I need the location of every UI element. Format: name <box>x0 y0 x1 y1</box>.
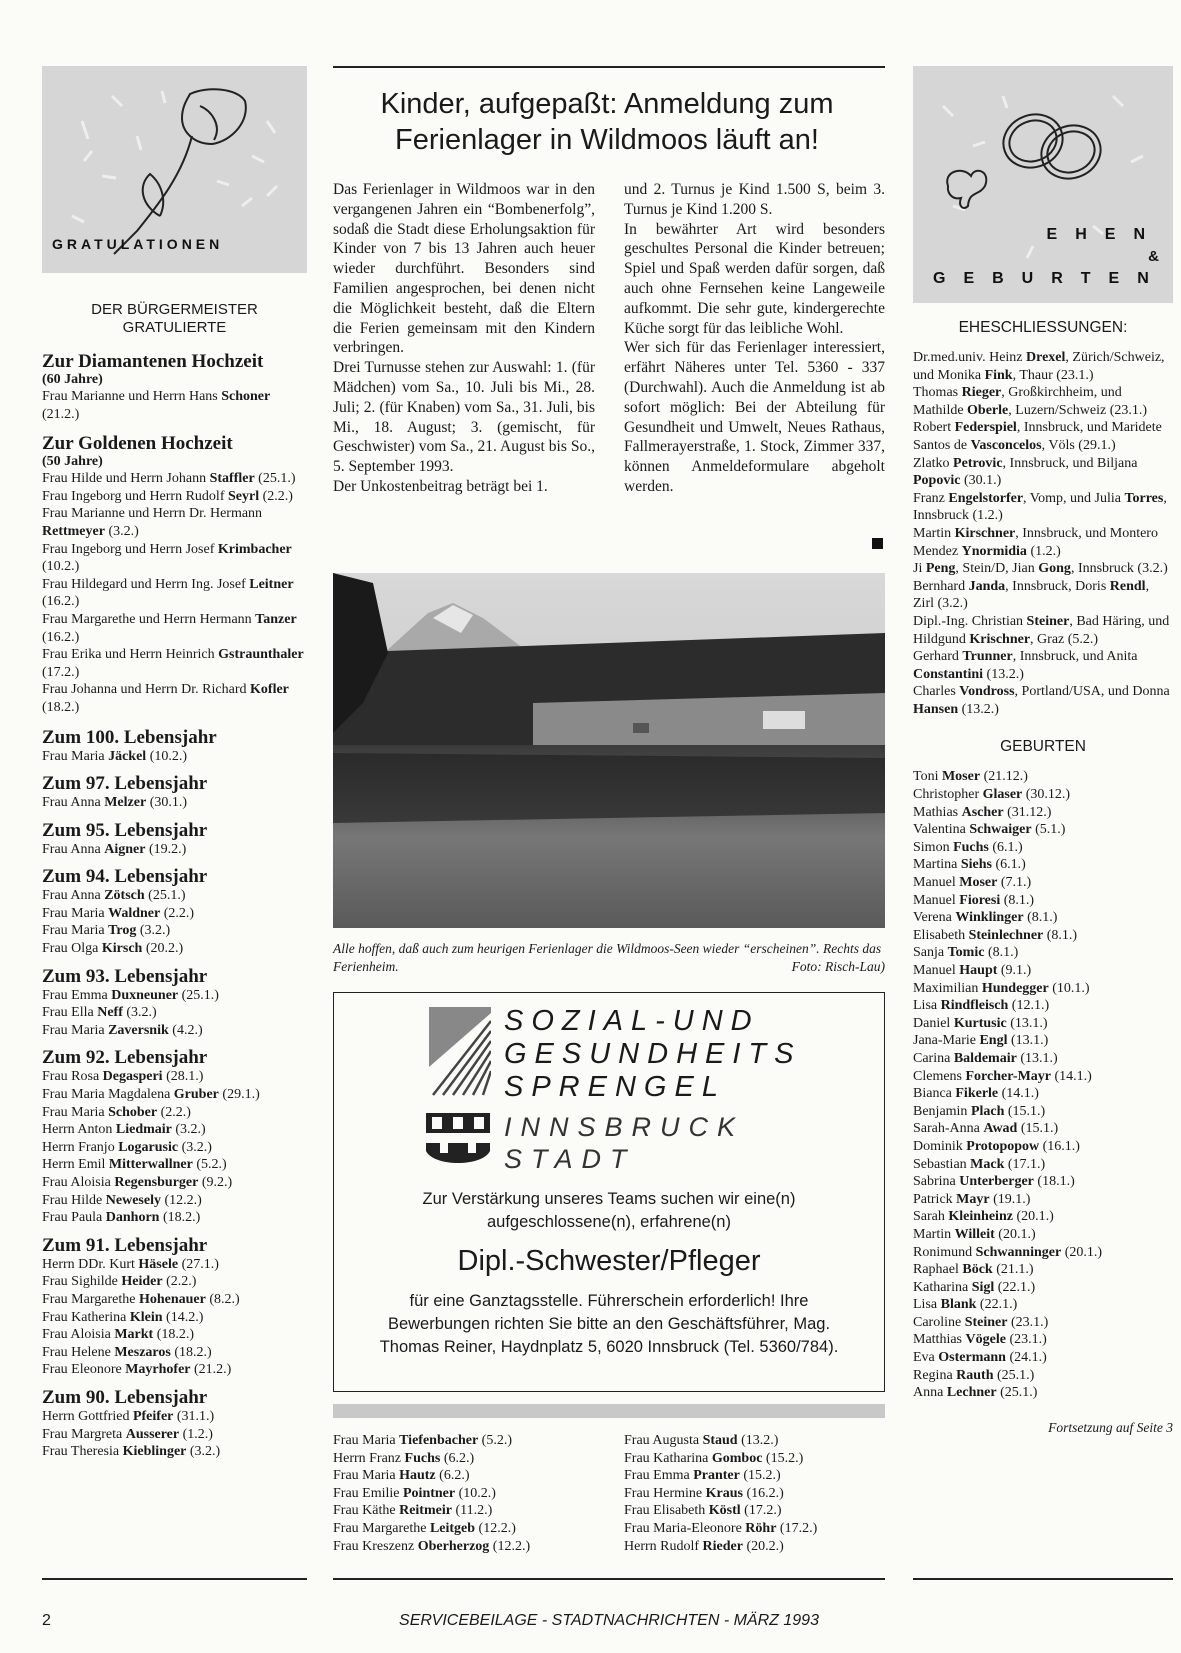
surname: Awad <box>983 1121 1018 1137</box>
surname: Reitmeir <box>399 1503 452 1519</box>
surname: Rieder <box>702 1538 743 1554</box>
surname: Seyrl <box>228 488 260 504</box>
surname: Rendl <box>1109 578 1146 594</box>
city-line-1: INNSBRUCK <box>504 1112 745 1142</box>
surname: Oberle <box>967 402 1009 418</box>
surname: Zaversnik <box>108 1022 169 1038</box>
footer-rule-right <box>913 1578 1173 1580</box>
surname: Mayr <box>956 1191 990 1207</box>
gratulationen-panel <box>42 66 307 273</box>
birth-entry: Patrick Mayr (19.1.) <box>913 1191 1031 1207</box>
surname: Kirschner <box>954 525 1016 541</box>
birth-entry: Raphael Böck (21.1.) <box>913 1262 1034 1278</box>
surname: Leitgeb <box>429 1520 476 1536</box>
surname: Aigner <box>104 841 146 857</box>
surname: Popovic <box>913 473 961 489</box>
surname: Schoner <box>221 389 271 404</box>
surname: Ostermann <box>938 1350 1006 1366</box>
continued-note: Fortsetzung auf Seite 3 <box>1048 1419 1173 1435</box>
gratulation-section <box>42 433 307 716</box>
gratulation-entry: Frau Maria Zaversnik (4.2.) <box>42 1022 203 1038</box>
surname: Mack <box>970 1156 1005 1172</box>
marriage-entry: Zlatko Petrovic, Innsbruck, und Biljana Popovic (30.1.) <box>913 455 1138 489</box>
surname: Plach <box>970 1103 1005 1119</box>
gratulationen-title: GRATULATIONEN <box>52 236 224 252</box>
surname: Forcher-Mayr <box>965 1068 1052 1084</box>
birth-entry: Dominik Protopopow (16.1.) <box>913 1138 1080 1154</box>
birth-entry: Toni Moser (21.12.) <box>913 769 1028 785</box>
article-column-2: und 2. Turnus je Kind 1.500 S, beim 3. Turnus je Kind 1.200 S. In bewährter Art wird besonders geschultes Personal die Kinder betreuen; Spiel und Spaß werden dafür sorgen, daß auch ohne Fernsehen keine Langeweile aufkommt. Die sehr gute, kindergerechte Küche sorgt für das leibliche Wohl. Wer sich für das Ferienlager interessiert, erfährt Näheres unter Tel. 5360 - 337 (Durchwahl). Auch die Anmeldung ist ab sofort möglich: Bei der Abteilung für Gesundheit und Umwelt, Neues Rathaus, Fallmerayerstraße, 1. Stock, Zimmer 337, können Anmeldeformulare abgeholt werden. <box>624 181 885 495</box>
wedding-rings-icon <box>913 66 1173 303</box>
birth-entry: Jana-Marie Engl (13.1.) <box>913 1033 1049 1049</box>
surname: Röhr <box>745 1520 777 1536</box>
surname: Willeit <box>954 1226 995 1242</box>
birth-entry: Katharina Sigl (22.1.) <box>913 1279 1036 1295</box>
gratulation-entry: Frau Maria-Eleonore Röhr (17.2.) <box>624 1520 818 1536</box>
gratulation-entry: Frau Anna Aigner (19.2.) <box>42 841 187 857</box>
surname: Constantini <box>913 666 984 682</box>
birth-entry: Maximilian Hundegger (10.1.) <box>913 980 1090 996</box>
birth-entry: Benjamin Plach (15.1.) <box>913 1103 1046 1119</box>
surname: Steiner <box>964 1314 1008 1330</box>
marriage-entry: Robert Federspiel, Innsbruck, und Maridete Santos de Vasconcelos, Völs (29.1.) <box>913 420 1162 453</box>
surname: Trog <box>108 923 137 939</box>
surname: Mitterwallner <box>108 1157 193 1173</box>
ad-intro: Zur Verstärkung unseres Teams suchen wir eine(n) aufgeschlossene(n), erfahrene(n) <box>422 1190 796 1231</box>
birth-entry: Martina Siehs (6.1.) <box>913 857 1026 873</box>
surname: Rieger <box>961 385 1002 401</box>
logo-line-2: GESUNDHEITS <box>504 1038 802 1070</box>
surname: Drexel <box>1026 350 1066 365</box>
births-heading: GEBURTEN <box>1000 738 1086 756</box>
bottom-list-1 <box>333 1432 618 1555</box>
surname: Moser <box>941 769 981 785</box>
ampersand: & <box>1148 248 1163 265</box>
surname: Liedmair <box>115 1122 172 1138</box>
surname: Ascher <box>961 804 1004 820</box>
gratulation-entry: Frau Maria Jäckel (10.2.) <box>42 748 188 764</box>
surname: Fioresi <box>959 892 1001 908</box>
surname: Vögele <box>965 1332 1006 1348</box>
section-title: Zur Goldenen Hochzeit <box>42 433 233 455</box>
surname: Hautz <box>399 1468 436 1484</box>
birth-entry: Manuel Moser (7.1.) <box>913 875 1032 891</box>
surname: Steiner <box>1026 613 1070 629</box>
gratulation-entry: Frau Katharina Gomboc (15.2.) <box>624 1450 804 1466</box>
logo-line-3: SPRENGEL <box>504 1071 726 1103</box>
birth-entry: Matthias Vögele (23.1.) <box>913 1332 1047 1348</box>
surname: Regensburger <box>114 1175 199 1190</box>
surname: Fuchs <box>404 1450 441 1466</box>
job-advertisement <box>333 992 885 1392</box>
surname: Mayrhofer <box>125 1362 191 1378</box>
gratulation-entry: Frau Maria Magdalena Gruber (29.1.) <box>42 1087 260 1103</box>
gratulation-entry: Frau Emilie Pointner (10.2.) <box>333 1485 496 1501</box>
surname: Leitner <box>249 576 294 592</box>
surname: Newesely <box>105 1192 161 1208</box>
birth-entry: Anna Lechner (25.1.) <box>913 1385 1038 1401</box>
surname: Haupt <box>959 963 998 978</box>
gratulation-entry: Frau Anna Zötsch (25.1.) <box>42 888 186 904</box>
surname: Trunner <box>962 649 1013 665</box>
surname: Meszaros <box>114 1344 171 1360</box>
birth-entry: Verena Winklinger (8.1.) <box>913 910 1058 926</box>
surname: Kraus <box>705 1485 743 1501</box>
photo-credit: Foto: Risch-Lau) <box>791 959 885 974</box>
gratulation-entry: Herrn Franjo Logarusic (3.2.) <box>42 1139 212 1155</box>
surname: Schober <box>108 1104 158 1120</box>
surname: Siehs <box>960 857 992 873</box>
surname: Winklinger <box>955 910 1024 926</box>
surname: Federspiel <box>954 420 1017 436</box>
marriages-list <box>913 349 1173 718</box>
birth-entry: Bianca Fikerle (14.1.) <box>913 1086 1039 1102</box>
surname: Pranter <box>693 1468 740 1484</box>
surname: Steinlechner <box>968 927 1044 943</box>
gratulation-entry: Frau Katherina Klein (14.2.) <box>42 1309 204 1325</box>
marriage-entry: Bernhard Janda, Innsbruck, Doris Rendl, Zirl (3.2.) <box>913 578 1150 612</box>
surname: Fuchs <box>953 839 989 855</box>
surname: Rindfleisch <box>940 998 1009 1014</box>
surname: Glaser <box>982 787 1023 803</box>
footer-title: SERVICEBEILAGE - STADTNACHRICHTEN - MÄRZ 1993 <box>399 1612 819 1629</box>
gratulation-entry: Frau Anna Melzer (30.1.) <box>42 795 188 811</box>
section-title: Zur Diamantenen Hochzeit <box>42 351 264 372</box>
gratulation-entry: Herrn Anton Liedmair (3.2.) <box>42 1122 206 1138</box>
surname: Heider <box>121 1274 163 1290</box>
surname: Fink <box>984 367 1013 383</box>
sprengel-logo-icon <box>429 1007 491 1097</box>
surname: Unterberger <box>959 1174 1034 1190</box>
ad-position: Dipl.-Schwester/Pfleger <box>457 1245 761 1277</box>
city-line-2: STADT <box>504 1144 636 1174</box>
birth-entry: Lisa Blank (22.1.) <box>913 1297 1018 1313</box>
gratulation-entry: Frau Ingeborg und Herrn Rudolf Seyrl (2.2.) <box>42 488 293 504</box>
bottom-list-2 <box>624 1432 885 1555</box>
surname: Kurtusic <box>953 1015 1007 1031</box>
surname: Köstl <box>708 1503 741 1519</box>
surname: Janda <box>968 578 1006 594</box>
surname: Danhorn <box>105 1210 160 1226</box>
gratulation-entry: Frau Erika und Herrn Heinrich Gstraunthaler (17.2.) <box>42 647 304 680</box>
surname: Neff <box>97 1005 123 1021</box>
surname: Rauth <box>956 1367 994 1383</box>
gratulation-section <box>42 966 307 1040</box>
surname: Staud <box>702 1433 738 1448</box>
surname: Häsele <box>138 1256 179 1272</box>
gratulation-entry: Frau Helene Meszaros (18.2.) <box>42 1344 212 1360</box>
surname: Sigl <box>971 1279 995 1295</box>
ad-details: für eine Ganztagsstelle. Führerschein erforderlich! Ihre Bewerbungen richten Sie bitte an den Geschäftsführer, Mag. Thomas Reiner, Haydnplatz 5, 6020 Innsbruck (Tel. 5360/784). <box>379 1292 839 1356</box>
birth-entry: Clemens Forcher-Mayr (14.1.) <box>913 1068 1092 1084</box>
gratulation-entry: Frau Johanna und Herrn Dr. Richard Kofler (18.2.) <box>42 682 289 715</box>
gratulation-entry: Frau Margarethe und Herrn Hermann Tanzer (16.2.) <box>42 611 297 645</box>
surname: Petrovic <box>953 455 1003 471</box>
surname: Moser <box>959 875 998 891</box>
gratulation-entry: Frau Maria Waldner (2.2.) <box>42 905 195 921</box>
marriage-entry: Charles Vondross, Portland/USA, und Donna Hansen (13.2.) <box>913 684 1170 717</box>
gratulation-entry: Frau Maria Schober (2.2.) <box>42 1104 191 1120</box>
section-subtitle: (50 Jahre) <box>42 454 103 470</box>
section-subtitle: (60 Jahre) <box>42 372 103 387</box>
gratulation-entry: Frau Elisabeth Köstl (17.2.) <box>624 1503 782 1519</box>
surname: Kirsch <box>101 941 143 957</box>
surname: Baldemair <box>953 1050 1017 1066</box>
gratulation-entry: Frau Maria Trog (3.2.) <box>42 923 171 939</box>
gratulation-entry: Frau Kreszenz Oberherzog (12.2.) <box>333 1538 531 1554</box>
section-title: Zum 90. Lebensjahr <box>42 1386 208 1408</box>
section-title: Zum 100. Lebensjahr <box>42 726 217 748</box>
article-headline: Kinder, aufgepaßt: Anmeldung zum Ferienlager in Wildmoos läuft an! <box>380 88 834 156</box>
gratulation-section <box>42 351 307 423</box>
innsbruck-coat-of-arms-icon <box>426 1113 490 1167</box>
section-title: Zum 94. Lebensjahr <box>42 866 208 888</box>
surname: Markt <box>114 1327 154 1343</box>
gratulation-entry: Herrn Franz Fuchs (6.2.) <box>333 1450 475 1466</box>
surname: Waldner <box>108 905 161 921</box>
gratulation-entry: Frau Eleonore Mayrhofer (21.2.) <box>42 1362 232 1378</box>
surname: Kofler <box>250 682 289 698</box>
surname: Oberherzog <box>417 1538 490 1554</box>
surname: Kieblinger <box>122 1444 187 1460</box>
surname: Zötsch <box>104 888 145 904</box>
surname: Kleinheinz <box>948 1209 1013 1225</box>
surname: Lechner <box>946 1385 997 1401</box>
article-end-mark <box>872 538 883 549</box>
gratulation-entry: Frau Rosa Degasperi (28.1.) <box>42 1069 204 1085</box>
gratulation-entry: Frau Sighilde Heider (2.2.) <box>42 1274 197 1290</box>
page-number: 2 <box>42 1612 51 1629</box>
gratulation-section <box>42 727 307 766</box>
surname: Gstraunthaler <box>218 647 304 663</box>
gratulation-entry: Frau Ella Neff (3.2.) <box>42 1005 157 1021</box>
birth-entry: Christopher Glaser (30.12.) <box>913 787 1071 803</box>
gratulation-entry: Frau Hermine Kraus (16.2.) <box>624 1485 784 1501</box>
surname: Klein <box>129 1309 163 1325</box>
birth-entry: Martin Willeit (20.1.) <box>913 1226 1036 1242</box>
marriage-entry: Franz Engelstorfer, Vomp, und Julia Torres, Innsbruck (1.2.) <box>913 490 1167 524</box>
birth-entry: Sarah Kleinheinz (20.1.) <box>913 1209 1054 1225</box>
surname: Böck <box>962 1262 993 1278</box>
surname: Blank <box>940 1297 977 1313</box>
ehen-geburten-column <box>913 66 1173 1436</box>
birth-entry: Caroline Steiner (23.1.) <box>913 1314 1049 1330</box>
gratulation-entry: Frau Paula Danhorn (18.2.) <box>42 1210 201 1226</box>
gratulation-section <box>42 1235 307 1379</box>
gratulation-section <box>42 1047 307 1226</box>
marriage-entry: Dipl.-Ing. Christian Steiner, Bad Häring, und Hildgund Krischner, Graz (5.2.) <box>913 613 1170 647</box>
gratulation-entry: Frau Hilde und Herrn Johann Staffler (25.1.) <box>42 471 296 487</box>
section-title: Zum 97. Lebensjahr <box>42 773 208 795</box>
surname: Hansen <box>913 701 959 717</box>
surname: Tiefenbacher <box>399 1433 479 1448</box>
gratulation-entry: Herrn DDr. Kurt Häsele (27.1.) <box>42 1256 219 1272</box>
gratulation-section <box>42 1387 307 1461</box>
birth-entry: Simon Fuchs (6.1.) <box>913 839 1023 855</box>
surname: Vasconcelos <box>970 437 1042 453</box>
gratulation-entry: Frau Hildegard und Herrn Ing. Josef Leitner (16.2.) <box>42 576 294 610</box>
surname: Pointner <box>403 1485 456 1501</box>
section-title: Zum 93. Lebensjahr <box>42 965 208 987</box>
birth-entry: Sarah-Anna Awad (15.1.) <box>913 1121 1059 1137</box>
surname: Krischner <box>969 631 1031 647</box>
photo-caption <box>333 940 885 976</box>
gratulation-entry: Frau Margarethe Leitgeb (12.2.) <box>333 1520 516 1536</box>
birth-entry: Regina Rauth (25.1.) <box>913 1367 1035 1383</box>
section-title: Zum 91. Lebensjahr <box>42 1234 208 1256</box>
surname: Logarusic <box>118 1139 179 1155</box>
birth-entry: Sabrina Unterberger (18.1.) <box>913 1174 1075 1190</box>
surname: Ynormidia <box>961 543 1027 559</box>
birth-entry: Elisabeth Steinlechner (8.1.) <box>913 927 1078 943</box>
gratulation-entry: Frau Ingeborg und Herrn Josef Krimbacher (10.2.) <box>42 541 292 575</box>
gratulation-entry: Frau Käthe Reitmeir (11.2.) <box>333 1503 493 1519</box>
article-column-1: Das Ferienlager in Wildmoos war in den vergangenen Jahren ein “Bombenerfolg”, sodaß die Stadt diese Erholungsaktion für Kinder von 7 bis 13 Jahren auch heuer wieder durchführt. Besonders sind Familien angesprochen, bei denen nicht die Möglichkeit besteht, daß die Eltern die Ferien gemeinsam mit den Kindern verbringen. Drei Turnusse stehen zur Auswahl: 1. (für Mädchen) vom Sa., 10. Juli bis Mi., 28. Juli; 2. (für Knaben) vom Sa., 31. Juli, bis Mi., 18. August; 3. (gemischt, für Geschwister) vom Sa., 21. August bis So., 5. September 1993. Der Unkostenbeitrag beträgt bei 1. <box>333 181 595 495</box>
birth-entry: Daniel Kurtusic (13.1.) <box>913 1015 1048 1031</box>
gratulation-entry: Frau Emma Duxneuner (25.1.) <box>42 987 219 1003</box>
surname: Tanzer <box>255 611 297 627</box>
surname: Torres <box>1124 490 1164 506</box>
gratulation-entry: Frau Aloisia Markt (18.2.) <box>42 1327 195 1343</box>
footer-rule-middle <box>333 1578 885 1580</box>
surname: Gomboc <box>711 1450 763 1466</box>
gratulation-entry: Frau Theresia Kieblinger (3.2.) <box>42 1444 221 1460</box>
gratulation-entry: Frau Marianne und Herrn Hans Schoner (21.2.) <box>42 389 271 422</box>
geburten-title: GEBURTEN <box>933 270 1167 287</box>
wildmoos-photo <box>333 573 885 928</box>
surname: Jäckel <box>108 748 147 764</box>
gratulation-section <box>42 820 307 859</box>
birth-entry: Manuel Fioresi (8.1.) <box>913 892 1035 908</box>
birth-entry: Ronimund Schwanninger (20.1.) <box>913 1244 1103 1260</box>
gray-divider-bar <box>333 1404 885 1418</box>
surname: Peng <box>925 561 956 577</box>
birth-entry: Lisa Rindfleisch (12.1.) <box>913 998 1050 1014</box>
gratulation-entry: Frau Margreta Ausserer (1.2.) <box>42 1426 213 1442</box>
gratulation-entry: Frau Hilde Newesely (12.2.) <box>42 1192 202 1208</box>
surname: Hundegger <box>981 980 1049 996</box>
gratulation-section <box>42 866 307 957</box>
section-title: Zum 95. Lebensjahr <box>42 819 208 841</box>
surname: Pfeifer <box>132 1408 174 1424</box>
ehen-title: EHEN <box>1046 226 1163 243</box>
surname: Ausserer <box>125 1426 180 1442</box>
buergermeister-subhead: DER BÜRGERMEISTER GRATULIERTE <box>91 301 258 336</box>
gratulation-entry: Herrn Gottfried Pfeifer (31.1.) <box>42 1408 215 1424</box>
birth-entry: Carina Baldemair (13.1.) <box>913 1050 1058 1066</box>
surname: Gong <box>1038 561 1071 577</box>
footer-rule-left <box>42 1578 307 1580</box>
surname: Schwaiger <box>969 822 1032 838</box>
marriage-entry: Gerhard Trunner, Innsbruck, und Anita Constantini (13.2.) <box>913 649 1138 682</box>
birth-entry: Manuel Haupt (9.1.) <box>913 963 1032 978</box>
caption-text: Alle hoffen, daß auch zum heurigen Ferienlager die Wildmoos-Seen wieder “erscheinen”. Rechts das Ferienheim. <box>333 941 882 974</box>
marriages-heading: EHESCHLIESSUNGEN: <box>958 319 1128 336</box>
birth-entry: Eva Ostermann (24.1.) <box>913 1350 1047 1366</box>
gratulation-entry: Frau Olga Kirsch (20.2.) <box>42 941 184 957</box>
surname: Gruber <box>173 1087 219 1103</box>
gratulationen-list <box>42 351 307 1461</box>
ehen-geburten-panel <box>913 66 1173 303</box>
marriage-entry: Ji Peng, Stein/D, Jian Gong, Innsbruck (3.2.) <box>913 561 1168 577</box>
section-title: Zum 92. Lebensjahr <box>42 1047 208 1069</box>
surname: Krimbacher <box>217 541 292 557</box>
birth-entry: Sanja Tomic (8.1.) <box>913 945 1019 961</box>
gratulation-entry: Frau Marianne und Herrn Dr. Hermann Rettmeyer (3.2.) <box>42 506 263 539</box>
surname: Schwanninger <box>975 1244 1062 1260</box>
gratulation-entry: Frau Emma Pranter (15.2.) <box>624 1468 781 1484</box>
surname: Engl <box>979 1033 1008 1049</box>
gratulation-entry: Frau Maria Tiefenbacher (5.2.) <box>333 1433 512 1448</box>
marriage-entry: Thomas Rieger, Großkirchheim, und Mathilde Oberle, Luzern/Schweiz (23.1.) <box>913 385 1148 418</box>
births-list <box>913 768 1173 1401</box>
top-rule-middle <box>333 66 885 68</box>
surname: Degasperi <box>102 1069 163 1085</box>
birth-entry: Valentina Schwaiger (5.1.) <box>913 822 1066 838</box>
surname: Engelstorfer <box>948 490 1024 506</box>
gratulationen-column <box>42 66 307 1469</box>
gratulation-entry: Frau Augusta Staud (13.2.) <box>624 1433 779 1448</box>
marriage-entry: Martin Kirschner, Innsbruck, und Montero Mendez Ynormidia (1.2.) <box>913 525 1158 559</box>
marriage-entry: Dr.med.univ. Heinz Drexel, Zürich/Schweiz, und Monika Fink, Thaur (23.1.) <box>913 350 1165 383</box>
gratulation-entry: Frau Aloisia Regensburger (9.2.) <box>42 1175 233 1190</box>
gratulation-entry: Frau Maria Hautz (6.2.) <box>333 1468 470 1484</box>
surname: Vondross <box>959 684 1015 700</box>
gratulation-entry: Herrn Rudolf Rieder (20.2.) <box>624 1538 784 1554</box>
surname: Duxneuner <box>111 987 179 1003</box>
gratulation-section <box>42 773 307 812</box>
surname: Staffler <box>209 471 255 487</box>
surname: Fikerle <box>955 1086 999 1102</box>
birth-entry: Mathias Ascher (31.12.) <box>913 804 1052 820</box>
birth-entry: Sebastian Mack (17.1.) <box>913 1156 1046 1172</box>
surname: Melzer <box>104 795 147 811</box>
surname: Rettmeyer <box>42 523 105 539</box>
logo-line-1: SOZIAL-UND <box>504 1005 760 1037</box>
surname: Protopopow <box>966 1138 1040 1154</box>
gratulation-entry: Herrn Emil Mitterwallner (5.2.) <box>42 1157 227 1173</box>
surname: Hohenauer <box>138 1291 206 1307</box>
surname: Tomic <box>947 945 985 961</box>
gratulation-entry: Frau Margarethe Hohenauer (8.2.) <box>42 1291 240 1307</box>
